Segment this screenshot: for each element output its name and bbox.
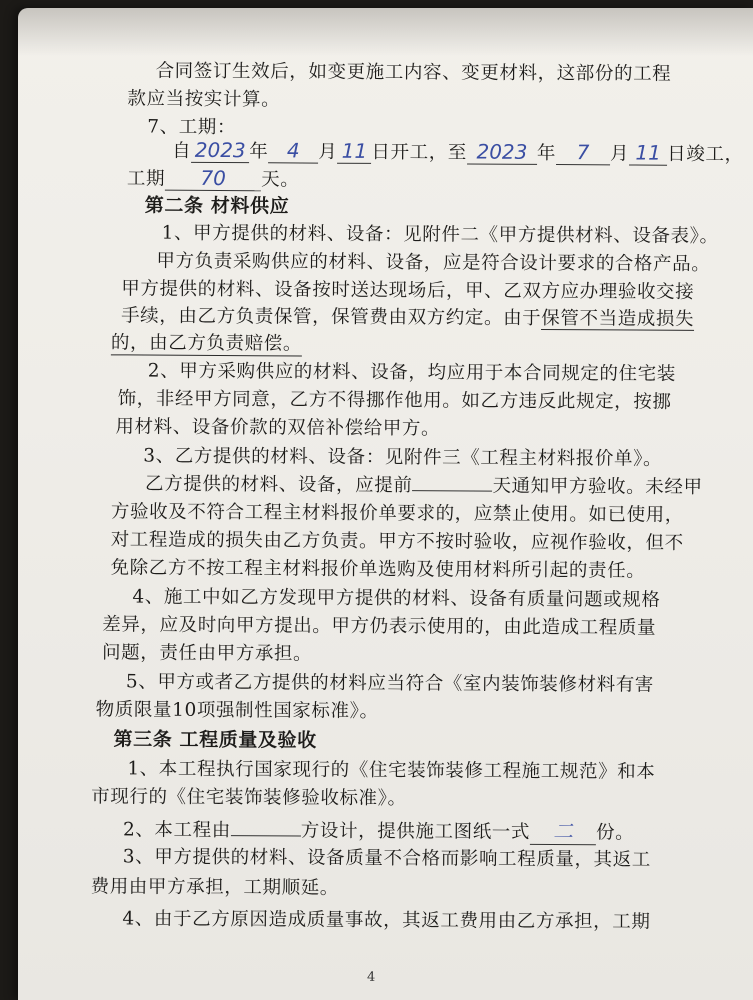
text-line: 甲方提供的材料、设备按时送达现场后，甲、乙双方应办理验收交接 [121,278,695,303]
end-day: 11 [629,140,667,165]
pen-underlined-text: 的，由乙方负责赔偿。 [111,328,302,356]
text-line: 甲方负责采购供应的材料、设备，应是符合设计要求的合格产品。 [156,250,711,275]
text-line: 5、甲方或者乙方提供的材料应当符合《室内装饰装修材料有害 [125,671,655,696]
text: 日竣工， [667,143,744,166]
end-year: 2023 [467,140,537,165]
text-line: 物质限量10项强制性国家标准》。 [95,699,379,722]
text: 工期 [126,168,166,190]
end-month: 7 [556,140,610,165]
page-number: 4 [367,969,376,985]
duration-days: 70 [165,166,261,192]
text: 月 [318,141,338,163]
duration-line [127,164,300,191]
document-page [18,8,753,1000]
text-line: 饰，非经甲方同意，乙方不得挪作他用。如乙方违反此规定，按挪 [117,388,672,413]
text-line: 合同签订生效后，如变更施工内容、变更材料，这部份的工程 [155,60,672,85]
start-month: 4 [268,138,318,163]
text-line: 方验收及不符合工程主材料报价单要求的，应禁止使用。如已使用， [110,501,684,526]
text-line: 免除乙方不按工程主材料报价单选购及使用材料所引起的责任。 [110,557,646,582]
text-line: 4、施工中如乙方发现甲方提供的材料、设备有质量问题或规格 [132,586,661,611]
text-line: 对工程造成的损失由乙方负责。甲方不按时验收，应视作验收，但不 [110,529,684,554]
section-heading: 第三条 工程质量及验收 [113,728,317,752]
blank-field [412,474,492,491]
start-year: 2023 [191,138,249,163]
section-heading: 第二条 材料供应 [144,194,290,218]
text: 手续，由乙方负责保管，保管费由双方约定。由于 [121,305,542,329]
text: 乙方提供的材料、设备，应提前 [145,473,413,497]
text-line: 款应当按实计算。 [127,88,281,111]
text: 方设计，提供施工图纸一式 [300,820,531,843]
text: 天通知甲方验收。未经甲 [492,475,703,498]
text-line: 市现行的《住宅装饰装修验收标准》。 [91,786,407,810]
text: 年 [536,142,557,165]
text-line: 费用由甲方承担，工期顺延。 [90,876,339,899]
page-content [18,8,753,1000]
text-line: 问题，责任由甲方承担。 [101,642,313,665]
text-line: 3、甲方提供的材料、设备质量不合格而影响工程质量，其返工 [122,846,651,871]
copies-count: 二 [530,815,596,845]
text: 份。 [595,822,635,844]
pen-underlined-text: 保管不当造成损失 [541,307,695,330]
text-line: 7、工期： [147,116,237,139]
text: 日开工，至 [371,141,468,164]
text-line [145,470,703,499]
text: 年 [249,141,269,163]
text: 自 [172,140,192,162]
text-line: 2、甲方采购供应的材料、设备，均应用于本合同规定的住宅装 [147,360,676,385]
text-line: 4、由于乙方原因造成质量事故，其返工费用由乙方承担，工期 [122,908,651,933]
text-line: 1、本工程执行国家现行的《住宅装饰装修工程施工规范》和本 [127,758,656,783]
text-line: 1、甲方提供的材料、设备：见附件二《甲方提供材料、设备表》。 [161,222,719,248]
text-line: 3、乙方提供的材料、设备：见附件三《工程主材料报价单》。 [143,445,663,470]
text: 天。 [261,169,300,191]
text-line [123,812,634,845]
text-line [121,301,694,330]
blank-field [231,819,301,836]
text-line: 差异，应及时向甲方提出。甲方仍表示使用的，由此造成工程质量 [102,614,657,639]
schedule-line [172,137,744,166]
text: 月 [610,143,630,165]
start-day: 11 [337,139,371,164]
text: 2、本工程由 [122,819,231,842]
text-line: 用材料、设备价款的双倍补偿给甲方。 [115,416,441,440]
